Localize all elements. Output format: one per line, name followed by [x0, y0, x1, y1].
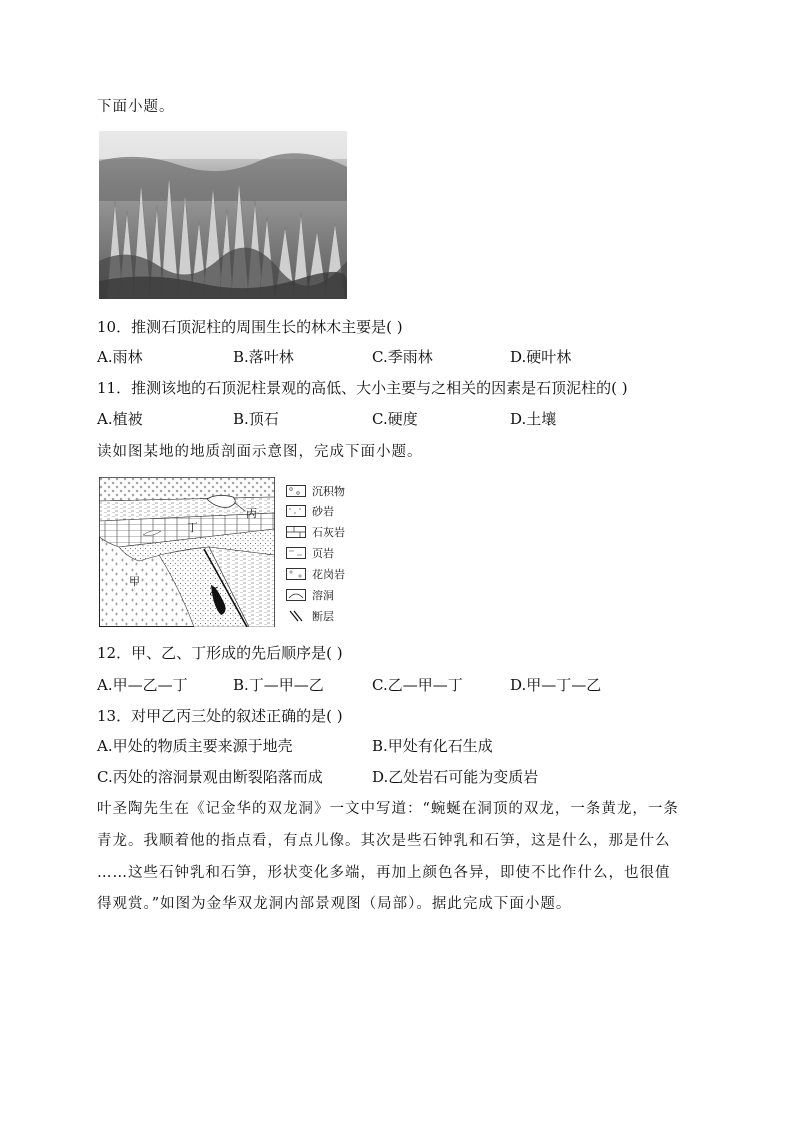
intro-text: 下面小题。: [97, 99, 175, 115]
label-jia: 甲: [129, 575, 140, 588]
legend-fault: [286, 608, 334, 624]
stone-pillar-photo: [99, 131, 347, 299]
legend-label: 花岗岩: [312, 568, 345, 581]
q13-option-b[interactable]: B.甲处有化石生成: [372, 737, 493, 755]
passage-line-4: 得观赏。”如图为金华双龙洞内部景观图（局部）。据此完成下面小题。: [97, 896, 572, 912]
q12-option-c[interactable]: C.乙—甲—丁: [372, 676, 463, 694]
label-ding: 丁: [187, 521, 198, 534]
legend-shale: [286, 545, 334, 561]
q11-option-a[interactable]: A.植被: [97, 410, 143, 428]
legend-label: 沉积物: [312, 485, 345, 498]
q13-option-a[interactable]: A.甲处的物质主要来源于地壳: [97, 737, 293, 755]
legend-label: 断层: [312, 610, 334, 623]
q11-option-b[interactable]: B.顶石: [233, 410, 279, 428]
passage-line-1: 叶圣陶先生在《记金华的双龙洞》一文中写道：“蜿蜒在洞顶的双龙，一条黄龙，一条: [97, 801, 679, 817]
legend-label: 溶洞: [312, 589, 334, 602]
q11-option-d[interactable]: D.土壤: [510, 410, 557, 428]
label-bing: 丙: [246, 507, 257, 520]
q13-stem: 13．对甲乙丙三处的叙述正确的是( ): [97, 707, 343, 725]
label-yi: 乙: [209, 585, 220, 598]
q13-option-d[interactable]: D.乙处岩石可能为变质岩: [372, 768, 539, 786]
q12-option-b[interactable]: B.丁—甲—乙: [233, 676, 324, 694]
fault-icon: [286, 610, 306, 622]
q10-option-b[interactable]: B.落叶林: [233, 348, 294, 366]
legend-label: 砂岩: [312, 505, 334, 518]
legend-sediment: [286, 483, 345, 499]
legend-sandstone-swatch: [286, 505, 306, 517]
passage-line-2: 青龙。我顺着他的指点看，有点儿像。其次是些石钟乳和石笋，这是什么，那是什么: [97, 833, 671, 849]
legend-sandstone: [286, 503, 334, 519]
q11-option-c[interactable]: C.硬度: [372, 410, 418, 428]
geologic-section-diagram: [99, 477, 275, 627]
intro-text-2: 读如图某地的地质剖面示意图，完成下面小题。: [97, 444, 423, 460]
q10-stem: 10．推测石顶泥柱的周围生长的林木主要是( ): [97, 318, 403, 336]
q12-stem: 12．甲、乙、丁形成的先后顺序是( ): [97, 644, 343, 662]
legend-limestone-swatch: [286, 526, 306, 538]
legend-cave-swatch: [286, 589, 306, 601]
legend-sediment-swatch: [286, 485, 306, 497]
legend-shale-swatch: [286, 547, 306, 559]
q10-option-a[interactable]: A.雨林: [97, 348, 143, 366]
legend-limestone: [286, 524, 345, 540]
passage-line-3: ……这些石钟乳和石笋，形状变化多端，再加上颜色各异，即使不比作什么，也很值: [97, 865, 671, 881]
q12-option-a[interactable]: A.甲—乙—丁: [97, 676, 188, 694]
q10-option-d[interactable]: D.硬叶林: [510, 348, 572, 366]
legend-label: 页岩: [312, 547, 334, 560]
legend-karst-cave: [286, 587, 334, 603]
q10-option-c[interactable]: C.季雨林: [372, 348, 433, 366]
legend-granite-swatch: [286, 568, 306, 580]
legend-label: 石灰岩: [312, 526, 345, 539]
legend-granite: [286, 566, 345, 582]
q12-option-d[interactable]: D.甲—丁—乙: [510, 676, 602, 694]
q11-stem: 11．推测该地的石顶泥柱景观的高低、大小主要与之相关的因素是石顶泥柱的( ): [97, 379, 628, 397]
q13-option-c[interactable]: C.丙处的溶洞景观由断裂陷落而成: [97, 768, 323, 786]
